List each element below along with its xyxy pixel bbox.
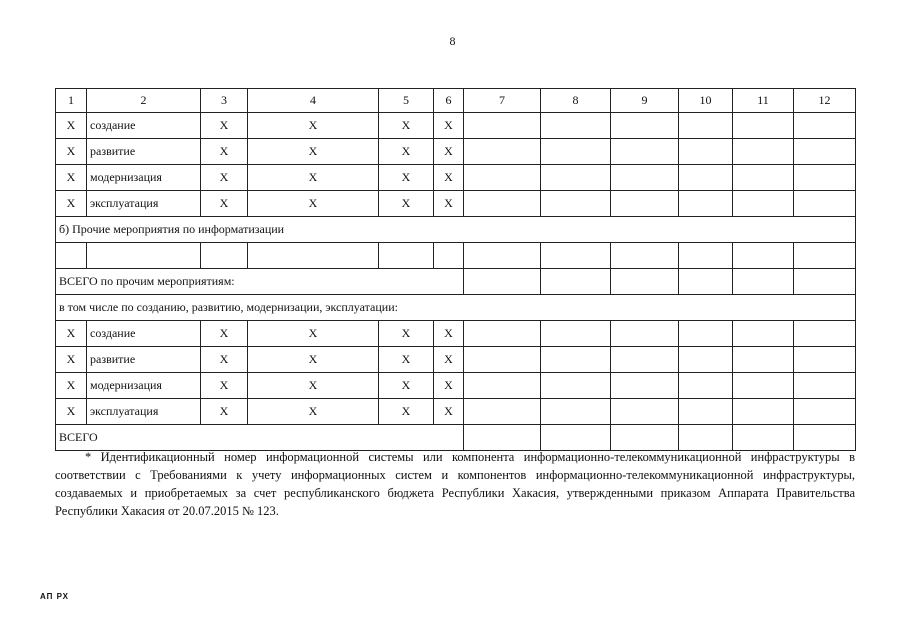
empty-cell [794, 399, 856, 425]
column-header: 6 [434, 89, 464, 113]
column-header: 8 [541, 89, 611, 113]
empty-cell [611, 373, 679, 399]
empty-cell [733, 269, 794, 295]
empty-cell [679, 399, 733, 425]
x-mark: X [434, 191, 464, 217]
empty-cell [794, 243, 856, 269]
column-header: 2 [87, 89, 201, 113]
empty-cell [794, 165, 856, 191]
column-header: 9 [611, 89, 679, 113]
row-label: модернизация [87, 373, 201, 399]
x-mark: X [201, 165, 248, 191]
empty-cell [87, 243, 201, 269]
empty-cell [794, 269, 856, 295]
x-mark: X [56, 191, 87, 217]
x-mark: X [201, 399, 248, 425]
x-mark: X [56, 165, 87, 191]
page-number: 8 [449, 34, 456, 48]
total-other-label: ВСЕГО по прочим мероприятиям: [56, 269, 464, 295]
empty-cell [464, 347, 541, 373]
empty-cell [679, 425, 733, 451]
empty-cell [679, 165, 733, 191]
empty-cell [541, 399, 611, 425]
x-mark: X [248, 321, 379, 347]
empty-cell [733, 347, 794, 373]
column-header: 3 [201, 89, 248, 113]
column-header: 5 [379, 89, 434, 113]
empty-cell [733, 139, 794, 165]
x-mark: X [379, 321, 434, 347]
table-row [56, 165, 856, 191]
x-mark: X [201, 139, 248, 165]
empty-cell [679, 347, 733, 373]
empty-cell [794, 321, 856, 347]
x-mark: X [201, 191, 248, 217]
empty-cell [794, 425, 856, 451]
x-mark: X [56, 321, 87, 347]
empty-cell [733, 165, 794, 191]
empty-cell [679, 113, 733, 139]
empty-cell [611, 139, 679, 165]
empty-cell [733, 321, 794, 347]
x-mark: X [379, 399, 434, 425]
x-mark: X [379, 191, 434, 217]
empty-cell [679, 243, 733, 269]
empty-cell [464, 191, 541, 217]
empty-cell [611, 165, 679, 191]
empty-cell [611, 191, 679, 217]
x-mark: X [434, 165, 464, 191]
empty-cell [434, 243, 464, 269]
x-mark: X [248, 373, 379, 399]
empty-cell [541, 425, 611, 451]
empty-cell [541, 269, 611, 295]
empty-cell [541, 165, 611, 191]
x-mark: X [248, 347, 379, 373]
table-row [56, 113, 856, 139]
column-header: 7 [464, 89, 541, 113]
x-mark: X [434, 321, 464, 347]
table-row [56, 321, 856, 347]
empty-cell [733, 191, 794, 217]
empty-cell [464, 165, 541, 191]
section-b-title: б) Прочие мероприятия по информатизации [56, 217, 856, 243]
x-mark: X [201, 113, 248, 139]
grand-total-label: ВСЕГО [56, 425, 464, 451]
table-row [56, 191, 856, 217]
empty-cell [464, 373, 541, 399]
empty-cell [611, 269, 679, 295]
empty-cell [679, 139, 733, 165]
empty-cell [733, 113, 794, 139]
empty-cell [464, 399, 541, 425]
table-row [56, 139, 856, 165]
table-row [56, 373, 856, 399]
section-row [56, 295, 856, 321]
empty-cell [611, 321, 679, 347]
footnote-text: * Идентификационный номер информационной системы или компонента информационно-телекоммуникационной инфраструктуры в соответствии с Требованиями к учету информационных систем и компонентов информационно-телекоммуникационной инфраструктуры, создаваемых и приобретаемых за счет республиканского бюджета Республики Хакасия, утвержденными приказом Аппарата Правительства Республики Хакасия от 20.07.2015 № 123. [55, 450, 855, 518]
empty-cell [541, 191, 611, 217]
empty-cell [464, 425, 541, 451]
including-label: в том числе по созданию, развитию, модернизации, эксплуатации: [56, 295, 856, 321]
x-mark: X [379, 373, 434, 399]
column-number-row [56, 89, 856, 113]
x-mark: X [248, 191, 379, 217]
empty-cell [679, 191, 733, 217]
section-row [56, 217, 856, 243]
empty-cell [733, 243, 794, 269]
empty-cell [733, 399, 794, 425]
row-label: эксплуатация [87, 399, 201, 425]
empty-cell [464, 113, 541, 139]
x-mark: X [201, 321, 248, 347]
x-mark: X [56, 399, 87, 425]
column-header: 4 [248, 89, 379, 113]
empty-cell [611, 399, 679, 425]
x-mark: X [56, 373, 87, 399]
row-label: эксплуатация [87, 191, 201, 217]
grand-total-row [56, 425, 856, 451]
empty-cell [541, 373, 611, 399]
row-label: создание [87, 321, 201, 347]
empty-cell [794, 191, 856, 217]
x-mark: X [248, 165, 379, 191]
footnote [55, 448, 855, 520]
empty-cell [541, 321, 611, 347]
empty-cell [611, 347, 679, 373]
empty-cell [794, 347, 856, 373]
empty-cell [733, 425, 794, 451]
x-mark: X [201, 347, 248, 373]
x-mark: X [56, 347, 87, 373]
empty-cell [464, 269, 541, 295]
report-table [55, 88, 856, 451]
empty-cell [541, 139, 611, 165]
column-header: 10 [679, 89, 733, 113]
x-mark: X [434, 373, 464, 399]
empty-cell [248, 243, 379, 269]
empty-cell [379, 243, 434, 269]
column-header: 12 [794, 89, 856, 113]
x-mark: X [248, 139, 379, 165]
empty-cell [794, 139, 856, 165]
empty-cell [611, 243, 679, 269]
empty-cell [679, 269, 733, 295]
x-mark: X [434, 113, 464, 139]
stamp-label: АП РХ [40, 592, 70, 601]
x-mark: X [379, 347, 434, 373]
empty-cell [733, 373, 794, 399]
column-header: 1 [56, 89, 87, 113]
empty-cell [679, 321, 733, 347]
empty-cell [464, 243, 541, 269]
empty-cell [679, 373, 733, 399]
x-mark: X [201, 373, 248, 399]
empty-cell [464, 321, 541, 347]
table-row [56, 243, 856, 269]
empty-cell [541, 347, 611, 373]
total-row [56, 269, 856, 295]
empty-cell [541, 243, 611, 269]
row-label: создание [87, 113, 201, 139]
empty-cell [794, 113, 856, 139]
column-header: 11 [733, 89, 794, 113]
x-mark: X [248, 399, 379, 425]
x-mark: X [434, 139, 464, 165]
empty-cell [794, 373, 856, 399]
table-row [56, 399, 856, 425]
x-mark: X [56, 113, 87, 139]
row-label: развитие [87, 139, 201, 165]
x-mark: X [379, 113, 434, 139]
row-label: развитие [87, 347, 201, 373]
empty-cell [201, 243, 248, 269]
empty-cell [56, 243, 87, 269]
x-mark: X [248, 113, 379, 139]
x-mark: X [434, 399, 464, 425]
empty-cell [541, 113, 611, 139]
x-mark: X [434, 347, 464, 373]
x-mark: X [56, 139, 87, 165]
empty-cell [611, 113, 679, 139]
row-label: модернизация [87, 165, 201, 191]
x-mark: X [379, 139, 434, 165]
x-mark: X [379, 165, 434, 191]
empty-cell [611, 425, 679, 451]
empty-cell [464, 139, 541, 165]
table-row [56, 347, 856, 373]
